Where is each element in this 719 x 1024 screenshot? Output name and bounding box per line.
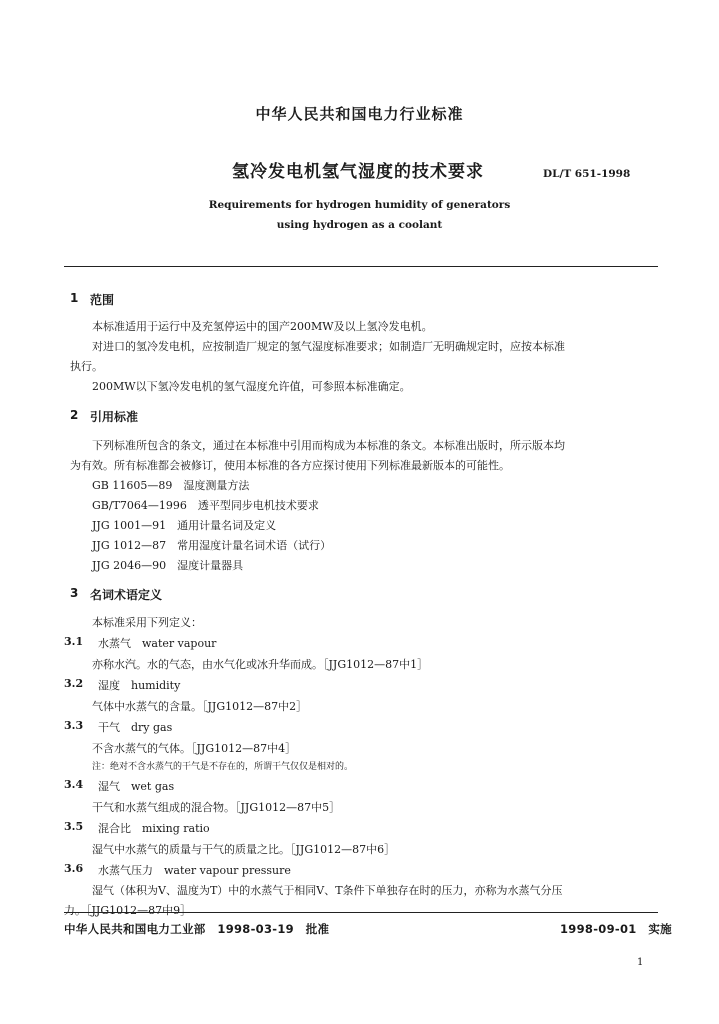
term-number: 3.4 <box>64 778 84 791</box>
term-definition: 不含水蒸气的气体。［JJG1012—87中4］ <box>92 742 297 755</box>
term-definition: 气体中水蒸气的含量。［JJG1012—87中2］ <box>92 700 308 713</box>
reference-item: JJG 1001—91 通用计量名词及定义 <box>92 519 277 532</box>
footer-divider <box>64 912 658 913</box>
term-definition-line-1: 湿气（体积为V、温度为T）中的水蒸气于相同V、T条件下单独存在时的压力，亦称为水蒸气分压 <box>92 884 563 897</box>
section-3-intro: 本标准采用下列定义： <box>92 616 202 629</box>
page-number: 1 <box>637 957 644 968</box>
term-number: 3.5 <box>64 820 84 833</box>
section-1-paragraph-1: 本标准适用于运行中及充氢停运中的国产200MW及以上氢冷发电机。 <box>92 320 433 333</box>
term-title: 水蒸气压力 water vapour pressure <box>98 864 291 877</box>
term-number: 3.1 <box>64 635 84 648</box>
section-3-heading: 名词术语定义 <box>90 588 163 602</box>
term-definition: 干气和水蒸气组成的混合物。［JJG1012—87中5］ <box>92 801 341 814</box>
reference-item: JJG 2046—90 湿度计量器具 <box>92 559 244 572</box>
reference-item: JJG 1012—87 常用湿度计量名词术语（试行） <box>92 539 332 552</box>
standard-number: DL/T 651-1998 <box>543 168 631 180</box>
term-title: 干气 dry gas <box>98 721 173 734</box>
term-definition-line-2: 力。［JJG1012—87中9］ <box>64 904 192 917</box>
term-title: 湿气 wet gas <box>98 780 175 793</box>
term-number: 3.3 <box>64 719 84 732</box>
document-title: 氢冷发电机氢气湿度的技术要求 <box>232 162 484 182</box>
term-note: 注：绝对不含水蒸气的干气是不存在的，所谓干气仅仅是相对的。 <box>92 762 354 772</box>
section-1-paragraph-3: 200MW以下氢冷发电机的氢气湿度允许值，可参照本标准确定。 <box>92 380 411 393</box>
org-title: 中华人民共和国电力行业标准 <box>255 105 464 123</box>
section-2-heading: 引用标准 <box>90 410 139 424</box>
term-title: 水蒸气 water vapour <box>98 637 217 650</box>
english-title-line-2: using hydrogen as a coolant <box>276 219 443 231</box>
section-3-number: 3 <box>70 586 79 600</box>
section-1-paragraph-2-line-2: 执行。 <box>70 360 103 373</box>
english-title-line-1: Requirements for hydrogen humidity of generators <box>208 199 511 211</box>
term-definition: 湿气中水蒸气的质量与干气的质量之比。［JJG1012—87中6］ <box>92 843 396 856</box>
section-2-paragraph-line-2: 为有效。所有标准都会被修订，使用本标准的各方应探讨使用下列标准最新版本的可能性。 <box>70 459 510 472</box>
term-definition: 亦称水汽。水的气态，由水气化或冰升华而成。［JJG1012—87中1］ <box>92 658 429 671</box>
term-number: 3.2 <box>64 677 84 690</box>
reference-item: GB 11605—89 湿度测量方法 <box>92 479 250 492</box>
approval-line: 中华人民共和国电力工业部 1998-03-19 批准 <box>64 922 330 936</box>
term-title: 湿度 humidity <box>98 679 181 692</box>
term-title: 混合比 mixing ratio <box>98 822 210 835</box>
header-divider <box>64 266 658 267</box>
section-1-paragraph-2-line-1: 对进口的氢冷发电机，应按制造厂规定的氢气湿度标准要求；如制造厂无明确规定时，应按本标准 <box>92 340 565 353</box>
implementation-date: 1998-09-01 实施 <box>560 922 672 936</box>
section-1-number: 1 <box>70 291 79 305</box>
section-2-paragraph-line-1: 下列标准所包含的条文，通过在本标准中引用而构成为本标准的条文。本标准出版时，所示版本均 <box>92 439 565 452</box>
term-number: 3.6 <box>64 862 84 875</box>
reference-item: GB/T7064—1996 透平型同步电机技术要求 <box>92 499 319 512</box>
section-1-heading: 范围 <box>90 293 115 307</box>
section-2-number: 2 <box>70 408 79 422</box>
